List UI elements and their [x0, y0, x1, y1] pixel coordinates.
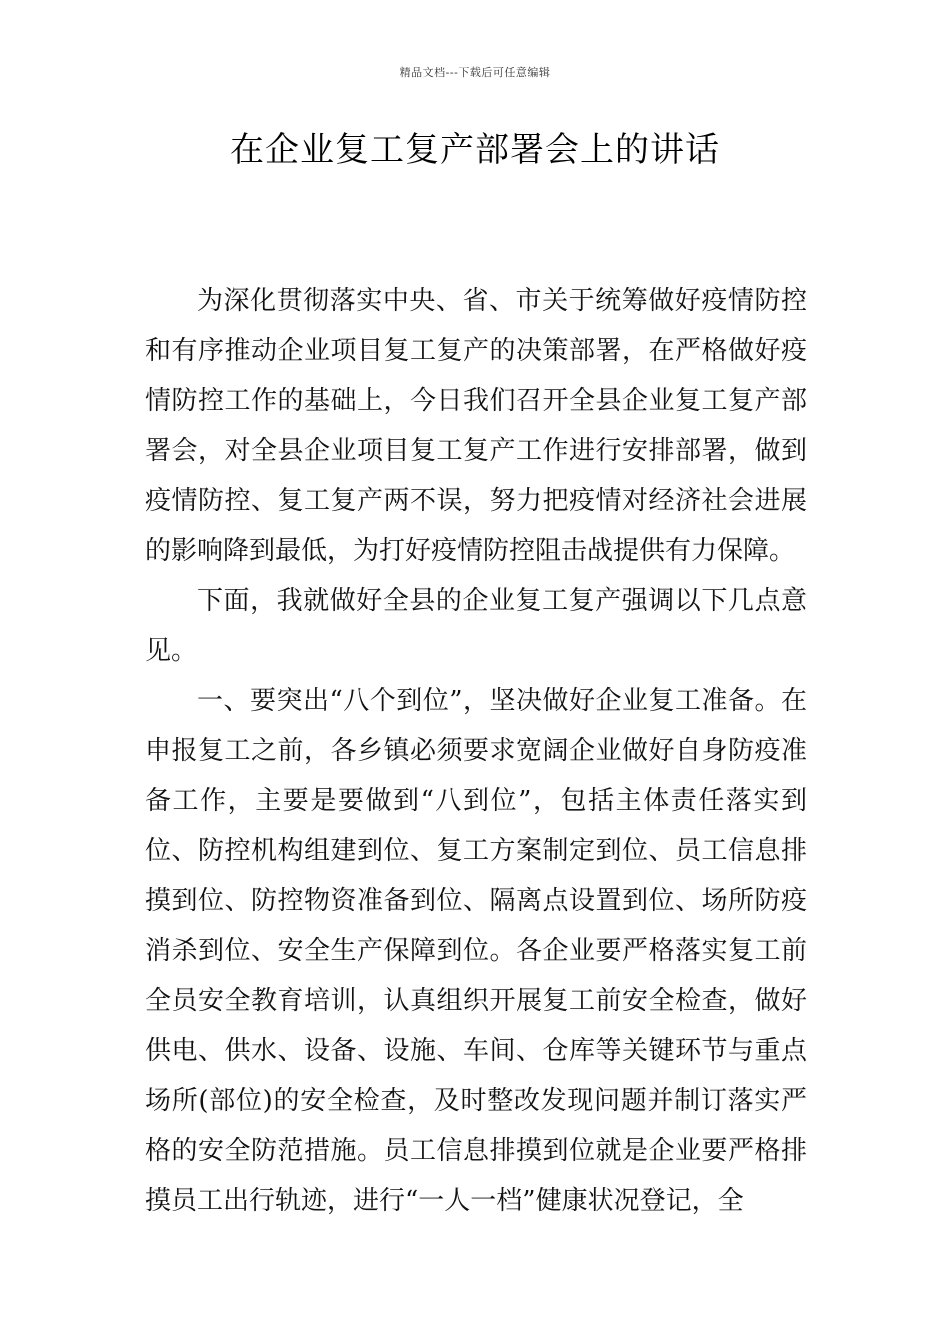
- header-note: 精品文档---下载后可任意编辑: [399, 66, 551, 79]
- paragraph-intro: 为深化贯彻落实中央、省、市关于统筹做好疫情防控和有序推动企业项目复工复产的决策部署，在严格做好疫情防控工作的基础上，今日我们召开全县企业复工复产部署会，对全县企业项目复工复产工作进行安排部署，做到疫情防控、复工复产两不误，努力把疫情对经济社会进展的影响降到最低，为打好疫情防控阻击战提供有力保障。: [145, 286, 807, 566]
- document-title: 在企业复工复产部署会上的讲话: [230, 130, 720, 170]
- document-body: [145, 276, 807, 1226]
- paragraph-transition: 下面，我就做好全县的企业复工复产强调以下几点意见。: [145, 586, 807, 666]
- paragraph-point-one: 一、要突出“八个到位”，坚决做好企业复工准备。在申报复工之前，各乡镇必须要求宽阔企业做好自身防疫准备工作，主要是要做到“八到位”，包括主体责任落实到位、防控机构组建到位、复工方案制定到位、员工信息排摸到位、防控物资准备到位、隔离点设置到位、场所防疫消杀到位、安全生产保障到位。各企业要严格落实复工前全员安全教育培训，认真组织开展复工前安全检查，做好供电、供水、设备、设施、车间、仓库等关键环节与重点场所(部位)的安全检查，及时整改发现问题并制订落实严格的安全防范措施。员工信息排摸到位就是企业要严格排摸员工出行轨迹，进行“一人一档”健康状况登记，全: [145, 686, 807, 1216]
